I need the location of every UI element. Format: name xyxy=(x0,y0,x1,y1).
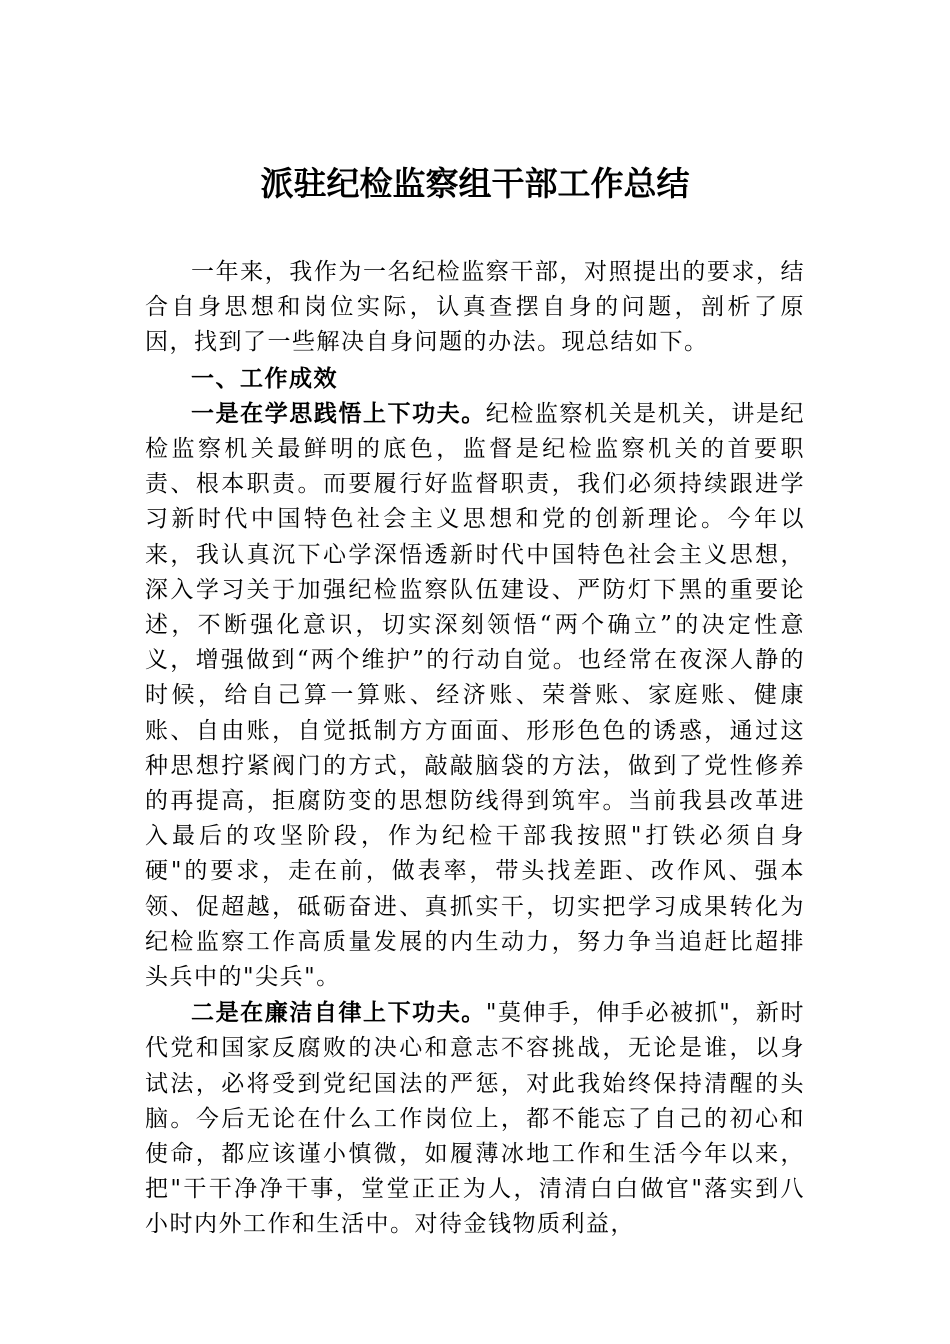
paragraph-1-lead: 一是在学思践悟上下功夫。 xyxy=(191,399,486,427)
document-body xyxy=(145,255,805,1243)
intro-paragraph: 一年来，我作为一名纪检监察干部，对照提出的要求，结合自身思想和岗位实际，认真查摆自身的问题，剖析了原因，找到了一些解决自身问题的办法。现总结如下。 xyxy=(145,259,805,356)
document-title: 派驻纪检监察组干部工作总结 xyxy=(260,164,690,203)
section-heading: 一、工作成效 xyxy=(191,364,338,392)
paragraph-2-text: "莫伸手，伸手必被抓"，新时代党和国家反腐败的决心和意志不容挑战，无论是谁，以身试法，必将受到党纪国法的严惩，对此我始终保持清醒的头脑。今后无论在什么工作岗位上，都不能忘了自己的初心和使命，都应该谨小慎微，如履薄冰地工作和生活今年以来，把"干干净净干事，堂堂正正为人，清清白白做官"落实到八小时内外工作和生活中。对待金钱物质利益， xyxy=(145,1000,805,1238)
paragraph-1-text: 纪检监察机关是机关，讲是纪检监察机关最鲜明的底色，监督是纪检监察机关的首要职责、根本职责。而要履行好监督职责，我们必须持续跟进学习新时代中国特色社会主义思想和党的创新理论。今年以来，我认真沉下心学深悟透新时代中国特色社会主义思想，深入学习关于加强纪检监察队伍建设、严防灯下黑的重要论述，不断强化意识，切实深刻领悟“两个确立”的决定性意义，增强做到“两个维护”的行动自觉。也经常在夜深人静的时候，给自己算一算账、经济账、荣誉账、家庭账、健康账、自由账，自觉抵制方方面面、形形色色的诱惑，通过这种思想拧紧阀门的方式，敲敲脑袋的方法，做到了党性修养的再提高，拒腐防变的思想防线得到筑牢。当前我县改革进入最后的攻坚阶段，作为纪检干部我按照"打铁必须自身硬"的要求，走在前，做表率，带头找差距、改作风、强本领、促超越，砥砺奋进、真抓实干，切实把学习成果转化为纪检监察工作高质量发展的内生动力，努力争当追赶比超排头兵中的"尖兵"。 xyxy=(145,400,805,991)
paragraph-2-lead: 二是在廉洁自律上下功夫。 xyxy=(191,999,486,1027)
paragraph-2 xyxy=(145,995,805,1242)
paragraph-1 xyxy=(145,396,805,995)
